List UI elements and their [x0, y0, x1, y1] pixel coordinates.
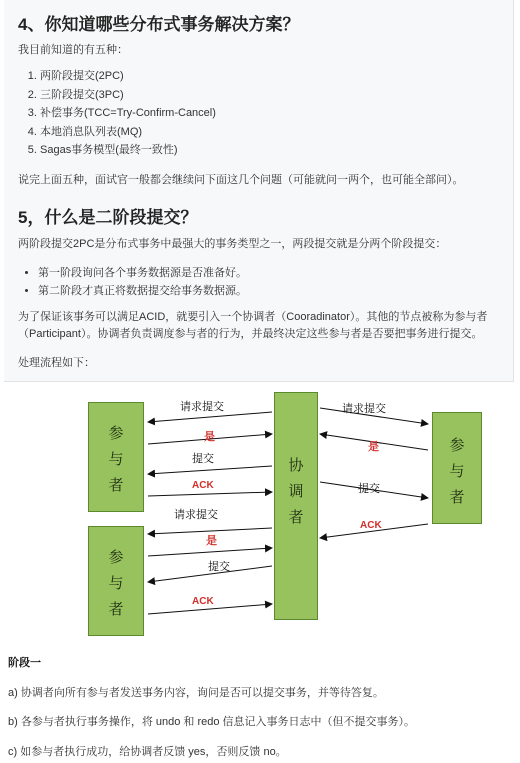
label-yes: 是: [206, 535, 217, 547]
label-request: 请求提交: [342, 403, 386, 415]
arrow-ack: [148, 492, 272, 496]
label-yes: 是: [368, 441, 379, 453]
section4-title: 4、你知道哪些分布式事务解决方案？: [18, 15, 300, 34]
list-item: 2. 三阶段提交(3PC): [40, 86, 216, 105]
article-card: [4, 0, 514, 382]
phase-bullets: [18, 264, 247, 300]
2pc-diagram: [88, 388, 520, 640]
phase1-step-a: a) 协调者向所有参与者发送事务内容，询问是否可以提交事务，并等待答复。: [8, 687, 384, 699]
flow-label: 处理流程如下：: [18, 357, 95, 369]
label-ack: ACK: [192, 596, 214, 607]
section5-title: 5，什么是二阶段提交？: [18, 208, 198, 227]
participant-text: 参与者: [108, 549, 124, 618]
solutions-list: [18, 67, 216, 160]
phase1-step-c: c) 如参与者执行成功，给协调者反馈 yes，否则反馈 no。: [8, 746, 287, 758]
section4-intro: 我目前知道的有五种：: [18, 44, 128, 56]
list-item: • 第二阶段才真正将数据提交给事务数据源。: [38, 282, 247, 300]
label-yes: 是: [204, 431, 215, 443]
section5-intro: 两阶段提交2PC是分布式事务中最强大的事务类型之一，两段提交就是分两个阶段提交：: [18, 238, 447, 250]
phase1-step-b: b) 各参与者执行事务操作，将 undo 和 redo 信息记入事务日志中（但不提交事务）。: [8, 716, 416, 728]
label-commit: 提交: [192, 453, 214, 465]
label-ack: ACK: [192, 480, 214, 491]
arrows-layer: [88, 388, 520, 640]
section4-after: 说完上面五种，面试官一般都会继续问下面这几个问题（可能就问一两个，也可能全部问）。: [18, 174, 464, 186]
label-request: 请求提交: [174, 509, 218, 521]
section5-paragraph: 为了保证该事务可以满足ACID，就要引入一个协调者（Cooradinator）。其他的节点被称为参与者（Participant）。协调者负责调度参与者的行为，并最终决定这些参与者是否要把事务进行提交。: [18, 311, 488, 340]
participant-text: 参与者: [449, 437, 465, 506]
label-request: 请求提交: [180, 401, 224, 413]
list-item: 4. 本地消息队列表(MQ): [40, 123, 216, 142]
label-ack: ACK: [360, 520, 382, 531]
label-commit: 提交: [358, 483, 380, 495]
list-item: 3. 补偿事务(TCC=Try-Confirm-Cancel): [40, 104, 216, 123]
label-commit: 提交: [208, 561, 230, 573]
phase1-title: 阶段一: [8, 657, 41, 669]
arrow-commit: [148, 466, 272, 474]
participant-text: 参与者: [108, 425, 124, 494]
list-item: 5. Sagas事务模型(最终一致性): [40, 141, 216, 160]
arrow-yes: [148, 548, 272, 556]
list-item: • 第一阶段询问各个事务数据源是否准备好。: [38, 264, 247, 282]
list-item: 1. 两阶段提交(2PC): [40, 67, 216, 86]
coordinator-text: 协调者: [288, 457, 304, 526]
